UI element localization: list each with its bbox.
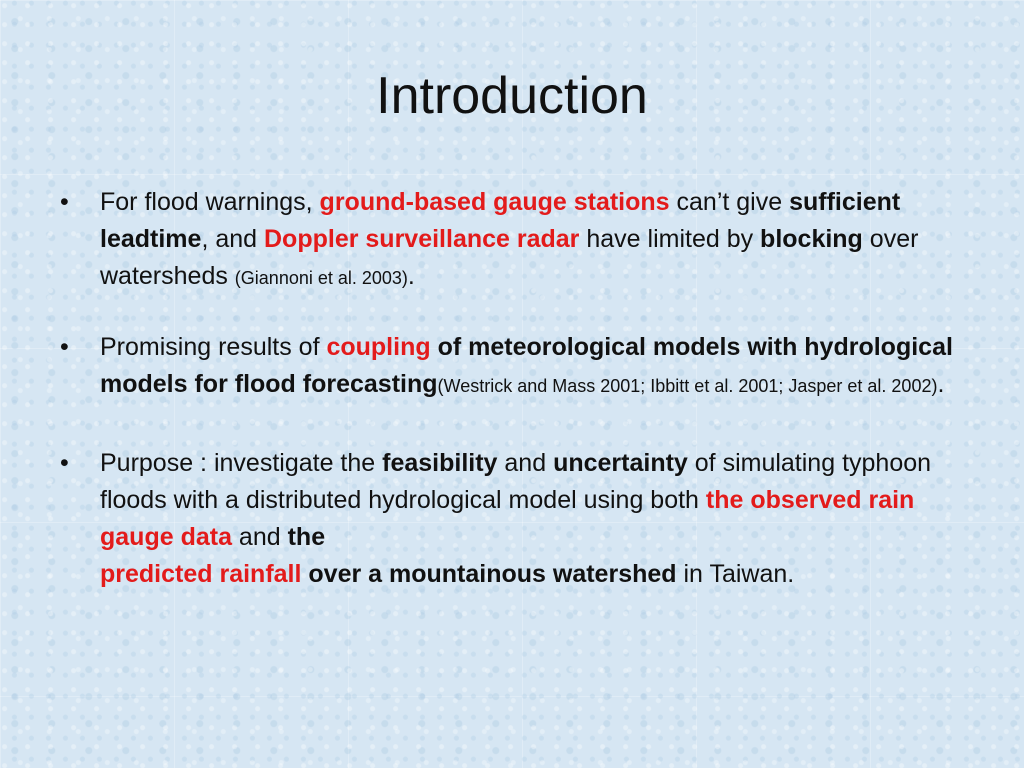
- bullet-marker: •: [60, 188, 69, 216]
- bold-text: feasibility: [382, 449, 498, 477]
- text-run: .: [407, 262, 415, 290]
- text-run: .: [937, 370, 945, 398]
- highlight-text: ground-based gauge stations: [319, 188, 670, 216]
- highlight-text: Doppler surveillance radar: [264, 225, 580, 253]
- text-run: can’t give: [669, 188, 790, 216]
- bold-text: blocking: [760, 225, 863, 253]
- text-run: of simulating typhoon floods with a distributed hydrological model using both: [100, 449, 932, 514]
- highlight-text: coupling: [326, 333, 431, 361]
- text-run: , and: [201, 225, 264, 253]
- citation: (Giannoni et al. 2003): [234, 268, 408, 288]
- bullet-marker: •: [60, 449, 69, 477]
- bold-text: uncertainty: [553, 449, 688, 477]
- text-run: have limited by: [579, 225, 761, 253]
- bold-text: of meteorological models with hydrological models for flood forecasting: [100, 333, 953, 398]
- bold-text: over a mountainous watershed: [301, 560, 677, 588]
- text-run: For flood warnings,: [100, 188, 320, 216]
- bullet-marker: •: [60, 333, 69, 361]
- text-run: Promising results of: [100, 333, 327, 361]
- citation: (Westrick and Mass 2001; Ibbitt et al. 2001; Jasper et al. 2002): [437, 376, 938, 396]
- bold-text: the: [287, 523, 326, 551]
- bullet-list: [60, 184, 960, 593]
- highlight-text: the observed rain gauge data: [100, 486, 915, 551]
- bullet-item: [60, 184, 960, 297]
- highlight-text: predicted rainfall: [100, 560, 302, 588]
- text-run: and: [231, 523, 288, 551]
- text-run: in Taiwan.: [676, 560, 795, 588]
- bullet-item: [60, 445, 960, 593]
- bullet-item: [60, 329, 960, 405]
- text-run: over watersheds: [100, 225, 919, 290]
- text-run: Purpose : investigate the: [100, 449, 383, 477]
- text-run: and: [497, 449, 554, 477]
- bold-text: sufficient leadtime: [100, 188, 901, 253]
- slide-title: Introduction: [376, 67, 648, 125]
